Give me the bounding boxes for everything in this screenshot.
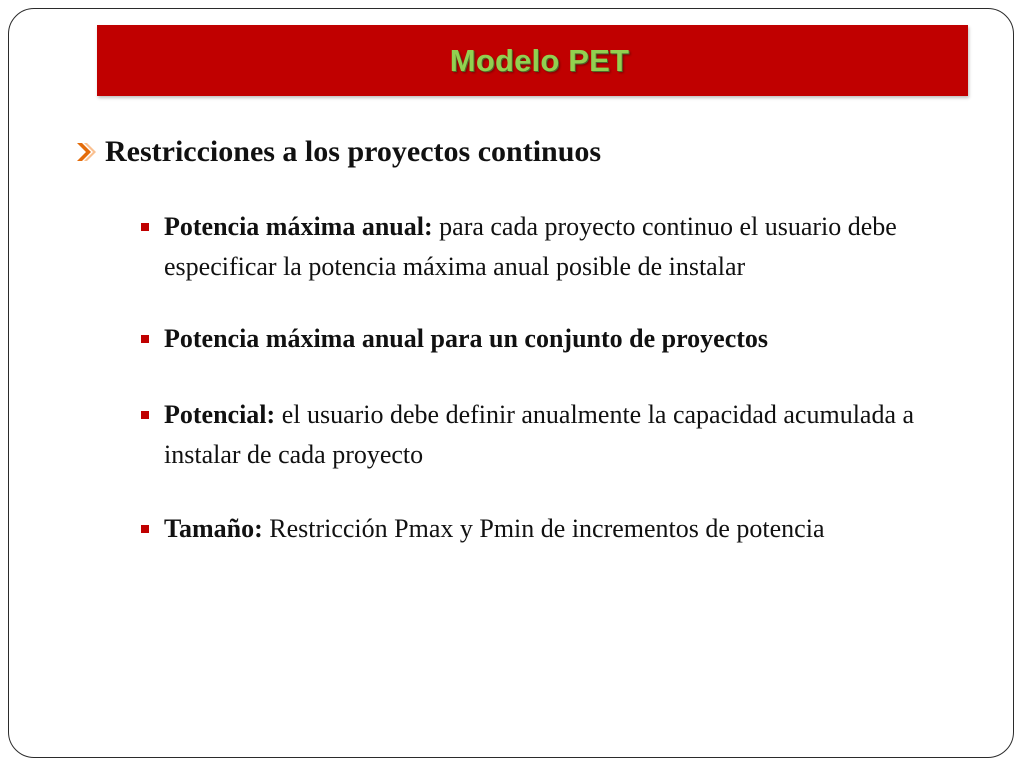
bullet-text: para cada proyecto continuo el usuario debe especificar la potencia máxima anual posible de instalar xyxy=(164,212,897,281)
list-item xyxy=(139,207,959,287)
bullet-list xyxy=(139,207,959,549)
heading-row xyxy=(75,135,601,169)
slide-title: Modelo PET xyxy=(449,42,630,78)
title-bar xyxy=(97,25,968,96)
arrow-bullet-icon xyxy=(75,141,99,163)
bullet-term: Potencia máxima anual para un conjunto de proyectos xyxy=(164,324,769,353)
square-bullet-icon xyxy=(141,335,149,343)
list-item xyxy=(139,509,959,549)
bullet-text: Restricción Pmax y Pmin de incrementos de potencia xyxy=(262,514,825,543)
list-item xyxy=(139,319,959,359)
slide xyxy=(8,8,1014,758)
list-item xyxy=(139,395,959,475)
bullet-term: Tamaño: xyxy=(164,514,263,543)
bullet-text: el usuario debe definir anualmente la capacidad acumulada a instalar de cada proyecto xyxy=(164,400,915,469)
bullet-term: Potencia máxima anual: xyxy=(164,212,433,241)
square-bullet-icon xyxy=(141,223,149,231)
square-bullet-icon xyxy=(141,525,149,533)
section-heading: Restricciones a los proyectos continuos xyxy=(105,135,602,168)
square-bullet-icon xyxy=(141,411,149,419)
bullet-term: Potencial: xyxy=(164,400,276,429)
